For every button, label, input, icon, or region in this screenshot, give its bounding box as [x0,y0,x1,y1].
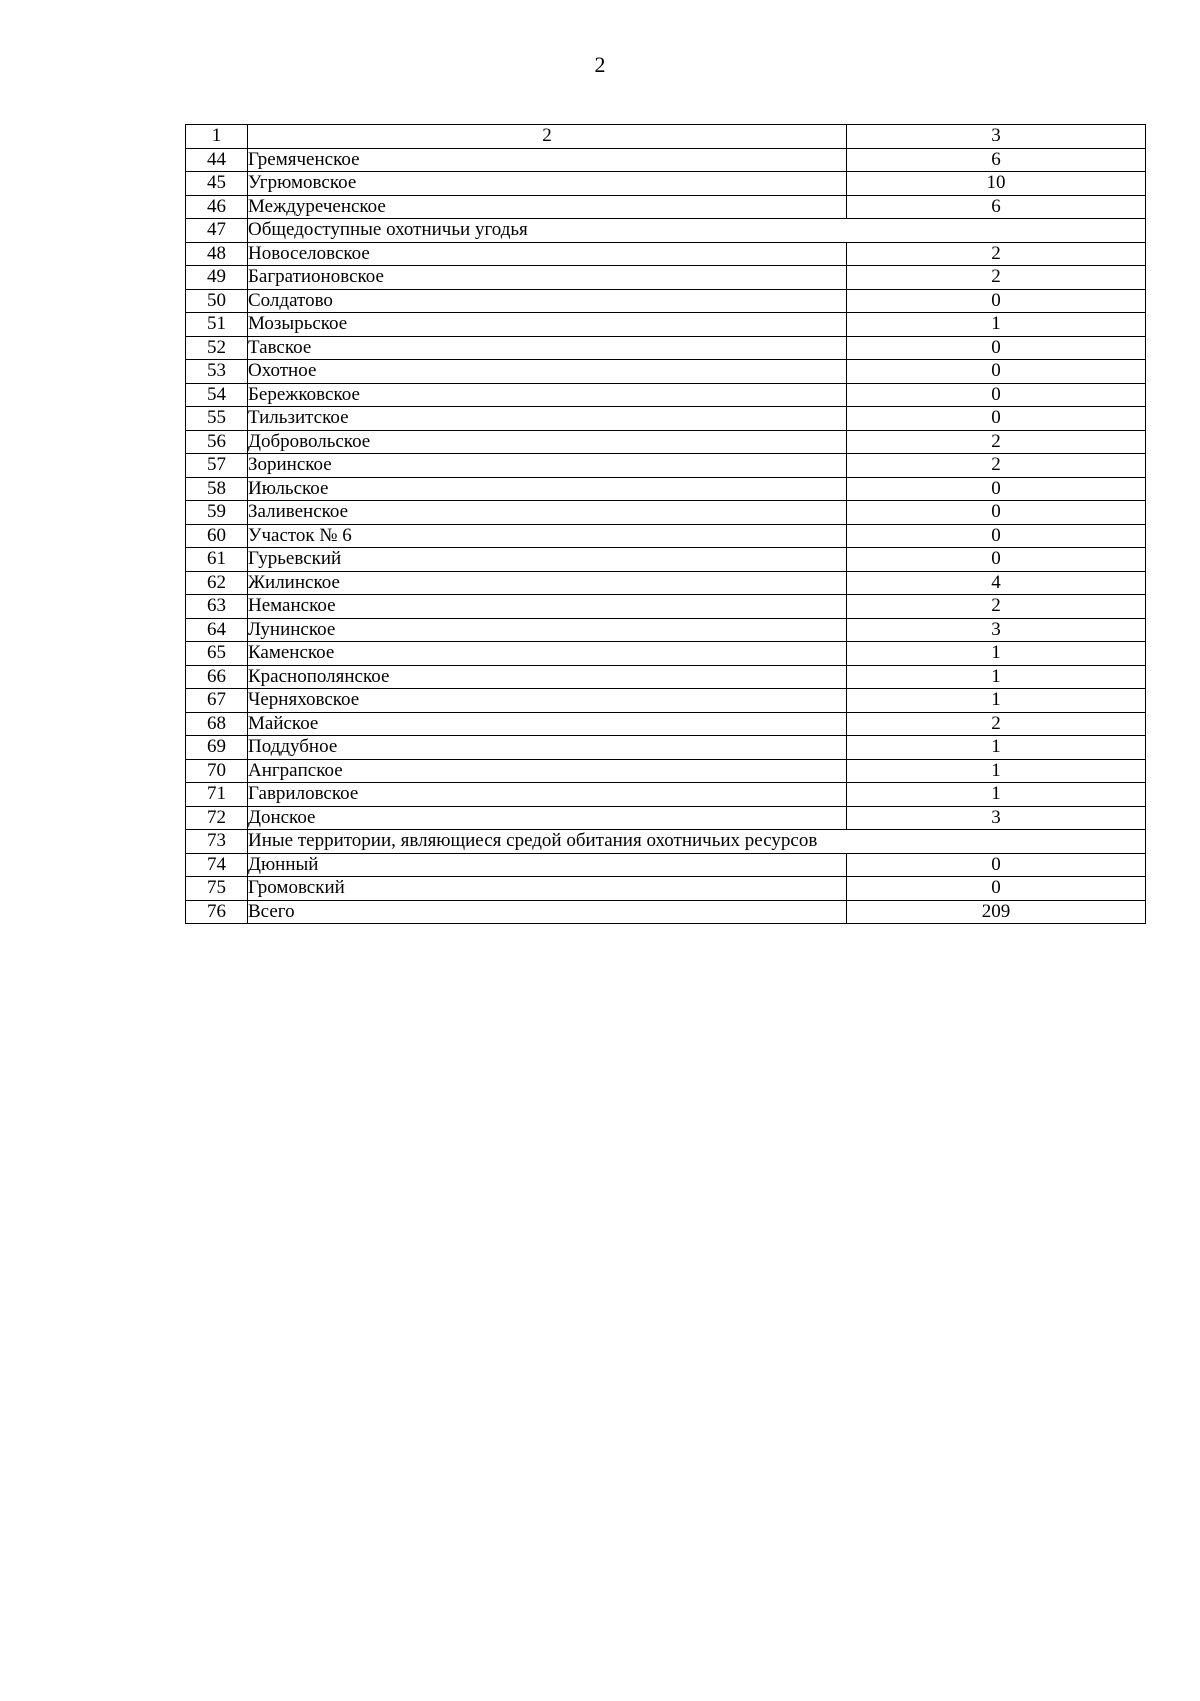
header-cell-value: 3 [847,125,1146,149]
value-cell: 0 [847,501,1146,525]
territory-name-cell: Угрюмовское [248,172,847,196]
table-row [186,618,1146,642]
row-number-cell: 76 [186,900,248,924]
value-cell: 1 [847,313,1146,337]
row-number-cell: 55 [186,407,248,431]
value-cell: 0 [847,360,1146,384]
territory-name-cell: Ангрaпское [248,759,847,783]
table-row [186,806,1146,830]
value-cell: 6 [847,195,1146,219]
table-row [186,289,1146,313]
territory-name-cell: Июльское [248,477,847,501]
table-row [186,336,1146,360]
page-number: 2 [594,52,606,77]
row-number-cell: 54 [186,383,248,407]
table-body [186,125,1146,924]
value-cell: 2 [847,712,1146,736]
territory-name-cell: Тавское [248,336,847,360]
row-number-cell: 49 [186,266,248,290]
table-row [186,148,1146,172]
territory-name-cell: Каменское [248,642,847,666]
territory-name-cell: Гремяченское [248,148,847,172]
territory-name-cell: Неманское [248,595,847,619]
table-row [186,853,1146,877]
row-number-cell: 45 [186,172,248,196]
territory-name-cell: Солдатово [248,289,847,313]
territory-name-cell: Донское [248,806,847,830]
row-number-cell: 48 [186,242,248,266]
territory-name-cell: Новоселовское [248,242,847,266]
row-number-cell: 51 [186,313,248,337]
territory-name-cell: Громовский [248,877,847,901]
table-row [186,712,1146,736]
row-number-cell: 57 [186,454,248,478]
territory-name-cell: Мозырьское [248,313,847,337]
territory-name-cell: Дюнный [248,853,847,877]
table-row [186,360,1146,384]
territory-name-cell: Всего [248,900,847,924]
value-cell: 1 [847,689,1146,713]
table-row [186,266,1146,290]
value-cell: 2 [847,595,1146,619]
table-row [186,501,1146,525]
value-cell: 1 [847,783,1146,807]
value-cell: 2 [847,454,1146,478]
row-number-cell: 69 [186,736,248,760]
value-cell: 0 [847,524,1146,548]
row-number-cell: 66 [186,665,248,689]
territory-name-cell: Зоринское [248,454,847,478]
table-row [186,595,1146,619]
territory-name-cell: Гурьевский [248,548,847,572]
table-row [186,571,1146,595]
value-cell: 4 [847,571,1146,595]
table-row [186,477,1146,501]
table-section-row [186,830,1146,854]
row-number-cell: 62 [186,571,248,595]
value-cell: 0 [847,877,1146,901]
row-number-cell: 50 [186,289,248,313]
value-cell: 2 [847,266,1146,290]
table-row [186,759,1146,783]
table-row [186,548,1146,572]
row-number-cell: 53 [186,360,248,384]
territory-name-cell: Гавриловское [248,783,847,807]
value-cell: 2 [847,242,1146,266]
row-number-cell: 70 [186,759,248,783]
value-cell: 2 [847,430,1146,454]
row-number-cell: 47 [186,219,248,243]
table-row [186,454,1146,478]
territory-name-cell: Бережковское [248,383,847,407]
row-number-cell: 68 [186,712,248,736]
table-header-row [186,125,1146,149]
row-number-cell: 73 [186,830,248,854]
value-cell: 10 [847,172,1146,196]
row-number-cell: 46 [186,195,248,219]
territory-name-cell: Участок № 6 [248,524,847,548]
value-cell: 0 [847,383,1146,407]
row-number-cell: 63 [186,595,248,619]
territory-name-cell: Багратионовское [248,266,847,290]
table-row [186,736,1146,760]
header-cell-name: 2 [248,125,847,149]
row-number-cell: 58 [186,477,248,501]
value-cell: 0 [847,407,1146,431]
value-cell: 0 [847,853,1146,877]
value-cell: 1 [847,736,1146,760]
table-row [186,242,1146,266]
row-number-cell: 44 [186,148,248,172]
row-number-cell: 71 [186,783,248,807]
table-row [186,689,1146,713]
hunting-grounds-table [185,124,1146,924]
table-row [186,524,1146,548]
value-cell: 1 [847,759,1146,783]
table-row [186,172,1146,196]
table-row [186,407,1146,431]
row-number-cell: 75 [186,877,248,901]
value-cell: 1 [847,642,1146,666]
territory-name-cell: Поддубное [248,736,847,760]
table-row [186,430,1146,454]
table-row [186,642,1146,666]
row-number-cell: 67 [186,689,248,713]
row-number-cell: 60 [186,524,248,548]
territory-name-cell: Черняховское [248,689,847,713]
table-row [186,195,1146,219]
territory-name-cell: Заливенское [248,501,847,525]
row-number-cell: 65 [186,642,248,666]
territory-name-cell: Жилинское [248,571,847,595]
value-cell: 6 [847,148,1146,172]
row-number-cell: 52 [186,336,248,360]
value-cell: 209 [847,900,1146,924]
value-cell: 0 [847,477,1146,501]
territory-name-cell: Тильзитское [248,407,847,431]
row-number-cell: 61 [186,548,248,572]
table-row [186,313,1146,337]
row-number-cell: 56 [186,430,248,454]
row-number-cell: 64 [186,618,248,642]
value-cell: 3 [847,618,1146,642]
table-row [186,783,1146,807]
value-cell: 0 [847,336,1146,360]
territory-name-cell: Добровольское [248,430,847,454]
value-cell: 3 [847,806,1146,830]
table-row [186,665,1146,689]
territory-name-cell: Лунинское [248,618,847,642]
value-cell: 0 [847,289,1146,313]
territory-name-cell: Междуреченское [248,195,847,219]
header-cell-num: 1 [186,125,248,149]
value-cell: 0 [847,548,1146,572]
table-row [186,383,1146,407]
value-cell: 1 [847,665,1146,689]
territory-name-cell: Охотное [248,360,847,384]
table-row [186,900,1146,924]
territory-name-cell: Краснополянское [248,665,847,689]
section-title-cell: Общедоступные охотничьи угодья [248,219,1146,243]
row-number-cell: 59 [186,501,248,525]
row-number-cell: 72 [186,806,248,830]
row-number-cell: 74 [186,853,248,877]
table-row [186,877,1146,901]
table-section-row [186,219,1146,243]
section-title-cell: Иные территории, являющиеся средой обитания охотничьих ресурсов [248,830,1146,854]
territory-name-cell: Майское [248,712,847,736]
